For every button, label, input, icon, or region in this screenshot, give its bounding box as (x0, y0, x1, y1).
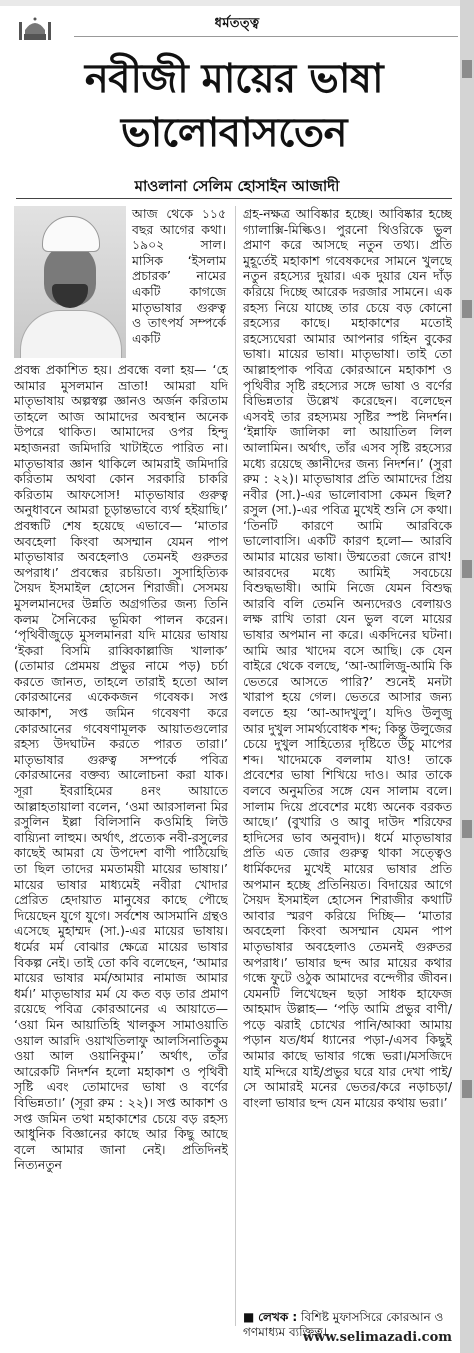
header-rule (74, 36, 458, 37)
section-tag: ধর্মতত্ত্ব (214, 16, 260, 31)
author-byline: মাওলানা সেলিম হোসাইন আজাদী (134, 177, 340, 195)
writer-note: ■ লেখক : বিশিষ্ট মুফাসসিরে কোরআন ও গণমাধ্যম ব্যক্তিত্ব। (243, 1310, 444, 1339)
body-text-left-column: প্রবন্ধ প্রকাশিত হয়। প্রবন্ধে বলা হয়— ‘হে আমার মুসলমান ভ্রাতা! আমরা যদি মাতৃভাষায় অল্পস্বল্প জ্ঞানও অর্জন করিতাম তাহলে আজ আমাদের অবস্থান অনেক উপরে থাকিত। আমাদের ওপর হিন্দু মহাজনরা জমিদারি খাটাইতে পারিত না। মাতৃভাষার জ্ঞান থাকিলে আমরাই জমিদারি করিতাম অথবা কোন সরকারি চাকরি করিতাম আফসোস! মাতৃভাষার গুরুত্ব অনুধাবনে আমরা চূড়ান্তভাবে ব্যর্থ হইয়াছি।’ প্রবন্ধটি শেষ হয়েছে এভাবে— ‘মাতার অবহেলা কিংবা অসম্মান যেমন পাপ মাতৃভাষার অবহেলাও তেমনই গুরুতর অপরাধ।’ প্রবন্ধের রচয়িতা। সুসাহিত্যিক সৈয়দ ইসমাইল হোসেন শিরাজী। সেসময় মুসলমানদের উন্নতি অগ্রগতির জন্য তিনি কলম সৈনিকের ভূমিকা পালন করেন। ‘পৃথিবীজুড়ে মুসলমানরা যদি মায়ের ভাষায় ‘ইকরা বিসমি রাব্বিকাল্লাজি খালাক’ (তোমার প্রেমময় প্রভুর নামে পড়) চর্চা করতে জানত, তাহলে তারাই হতো আল কোরআনের একেকজন গবেষক। সপ্ত আকাশ, সপ্ত জমিন গবেষণা করে কোরআনের গবেষণামূলক আয়াতগুলোর রহস্য উদঘাটন করতে পারত তারা।’ মাতৃভাষার গুরুত্ব সম্পর্কে পবিত্র কোরআনের বক্তব্য আলোচনা করা যাক। সূরা ইবরাহিমের ৪নং আয়াতে আল্লাহতায়ালা বলেন, ‘ওমা আরসালনা মির রসুলিন ইল্লা বিলিসানি কওমিহি লিউ বায়্যিনা লাহুম। অর্থাৎ, প্রত্যেক নবী-রসুলের কাছেই আমরা যে উপদেশ বাণী পাঠিয়েছি তা ছিল তাদের মমতাময়ী মায়ের ভাষায়।’ মায়ের ভাষার মাধ্যমেই নবীরা খোদার প্রেরিত হেদায়াত মানুষের কাছে পৌছে দিয়েছেন যুগে যুগে। সর্বশেষ আসমানি গ্রন্থও এসেছে মুহাম্মদ (সা.)-এর মায়ের ভাষায়। ধর্মের মর্ম বোঝার ক্ষেত্রে মায়ের ভাষার বিকল্প নেই। তাই তো কবি বলেছেন, ‘আমার মায়ের ভাষার মর্ম/আমার নামাজ আমার ধর্ম।’ মাতৃভাষার মর্ম যে কত বড় তার প্রমাণ রয়েছে পবিত্র কোরআনের এ আয়াতে— ‘ওয়া মিন আয়াতিহি খালকুস সামাওয়াতি ওয়াল আরদি ওয়াখতিলাফু আলসিনাতিকুম ওয়া আল ওয়ানিকুম।’ অর্থাৎ, তাঁর আরেকটি নিদর্শন হলো মহাকাশ ও পৃথিবী সৃষ্টি এবং তোমাদের ভাষা ও বর্ণের বিভিন্নতা।’ (সূরা রুম : ২২)। সপ্ত আকাশ ও সপ্ত জমিন তথা মহাকাশের চেয়ে বড় রহস্য আধুনিক বিজ্ঞানের কাছে আর কিছু আছে বলে আমার জানা নেই। প্রতিদিনই নিত্যনতুন (14, 362, 228, 1173)
page-edge-strip (460, 0, 474, 1353)
author-photo (14, 206, 126, 358)
top-rule (0, 0, 474, 6)
column-divider (235, 206, 236, 1326)
byline-divider (16, 198, 452, 199)
headline: নবীজী মায়ের ভাষা ভালোবাসতেন (84, 55, 384, 156)
website-url: www.selimazadi.com (302, 1330, 452, 1345)
body-text-intro: আজ থেকে ১১৫ বছর আগের কথা। ১৯০২ সাল। মাসিক ‘ইসলাম প্রচারক’ নামের একটি কাগজে মাতৃভাষার গুরুত্ব ও তাৎপর্য সম্পর্কে একটি (132, 206, 226, 346)
body-text-right-column: গ্রহ-নক্ষত্র আবিষ্কার হচ্ছে। আবিষ্কার হচ্ছে গ্যালাক্সি-মিল্কিও। পুরনো থিওরিকে ভুল প্রমাণ করে আসছে নতুন তথ্য। প্রতি মুহূর্তেই মহাকাশ গবেষকদের সামনে খুলছে নতুন রহস্যের দুয়ার। এক দুয়ার যেন দাঁড় করিয়ে দিচ্ছে আরেক দরজার সামনে। এক রহস্য নিয়ে যাচ্ছে তার চেয়ে বড় কোনো রহস্যের কাছে। মহাকাশের মতোই রহস্যেঘেরা আমার আপনার গহিন বুকের ভাষা। মায়ের ভাষা। মাতৃভাষা। তাই তো আল্লাহপাক পবিত্র কোরআনে মহাকাশ ও পৃথিবীর সৃষ্টি রহস্যের সঙ্গে ভাষা ও বর্ণের বিভিন্নতার উল্লেখ করেছেন। বলেছেন এসবই তার রহস্যময় সৃষ্টির স্পষ্ট নিদর্শন। ‘ইন্নাফি জালিকা লা আয়াতিল লিল আলামিন। অর্থাৎ, তাঁর এসব সৃষ্টি রহস্যের মধ্যে রয়েছে জ্ঞানীদের জন্য নিদর্শন।’ (সুরা রুম : ২২)। মাতৃভাষার প্রতি আমাদের প্রিয় নবীর (সা.)-এর ভালোবাসা কেমন ছিল? রসুল (সা.)-এর পবিত্র মুখেই শুনি সে কথা। ‘তিনটি কারণে আমি আরবিকে ভালোবাসি। একটি কারণ হলো— আরবি আমার মায়ের ভাষা। উম্মতেরা জেনে রাখ! আরবদের মধ্যে আমিই সবচেয়ে বিশুদ্ধভাষী। আমি নিজে যেমন বিশুদ্ধ আরবি বলি তেমনি অন্যদেরও বেলায়ও লক্ষ রাখি তারা যেন ভুল বলে মায়ের ভাষার অপমান না করে। একদিনের ঘটনা। আমি আর খাদেম বসে আছি। কে যেন বাইরে থেকে বলছে, ‘আ-আলিজু-আমি কি ভেতরে আসতে পারি?’ শুনেই মনটা খারাপ হয়ে গেল। ভেতরে আসার জন্য বলতে হয় ‘আ-আদখুলু’। যদিও উলুজু আর দুখুল সামর্থ্যবোধক শব্দ; কিন্তু উলুজের চেয়ে দুখুল সাহিত্যের দৃষ্টিতে উঁচু মাপের শব্দ। খাদেমকে বললাম যাও! তাকে প্রবেশের ভাষা শিখিয়ে দাও। আর তাকে বলবে অনুমতির সঙ্গে যেন সালাম বলে। সালাম দিয়ে প্রবেশের মধ্যে অনেক বরকত আছে।’ (বুখারি ও আবু দাউদ শরিফের হাদিসের ভাব অনুবাদ)। ধর্মে মাতৃভাষার প্রতি এত জোর গুরুত্ব থাকা সত্ত্বেও ধার্মিকদের মুখেই মায়ের ভাষার প্রতি অপমান হচ্ছে প্রতিনিয়ত। বিদায়ের আগে সৈয়দ ইসমাইল হোসেন শিরাজীর কথাটি আবার স্মরণ করিয়ে দিচ্ছি— ‘মাতার অবহেলা কিংবা অসম্মান যেমন পাপ মাতৃভাষার অবহেলাও তেমনই গুরুতর অপরাধ।’ ভাষার ছন্দ আর মায়ের কথার গন্ধে ফুটে ওঠুক আমাদের বন্দেগীর জীবন। যেমনটি লিখেছেন ছড়া সাধক হাফেজ আহমাদ উল্লাহ— ‘পড়ি আমি প্রভুর বাণী/পড়ে ঝরাই চোখের পানি/আব্বা আমায় পড়ান যত/ধর্ম ধ্যানের পড়া-/এসব কিছুই আমার কাছে ভাষার গন্ধে ভরা।/মসজিদে যাই মন্দিরে যাই/প্রভুর ঘরে যার দেখা পাই/সে আমারই মনের ভেতর/করে নড়াচড়া/বাংলা ভাষার ছন্দ যেন মায়ের কথায় ভরা।’ (243, 206, 452, 1110)
writer-note-label: লেখক : (258, 1310, 298, 1324)
writer-note-text: বিশিষ্ট মুফাসসিরে কোরআন ও গণমাধ্যম ব্যক্তিত্ব। (243, 1310, 444, 1339)
